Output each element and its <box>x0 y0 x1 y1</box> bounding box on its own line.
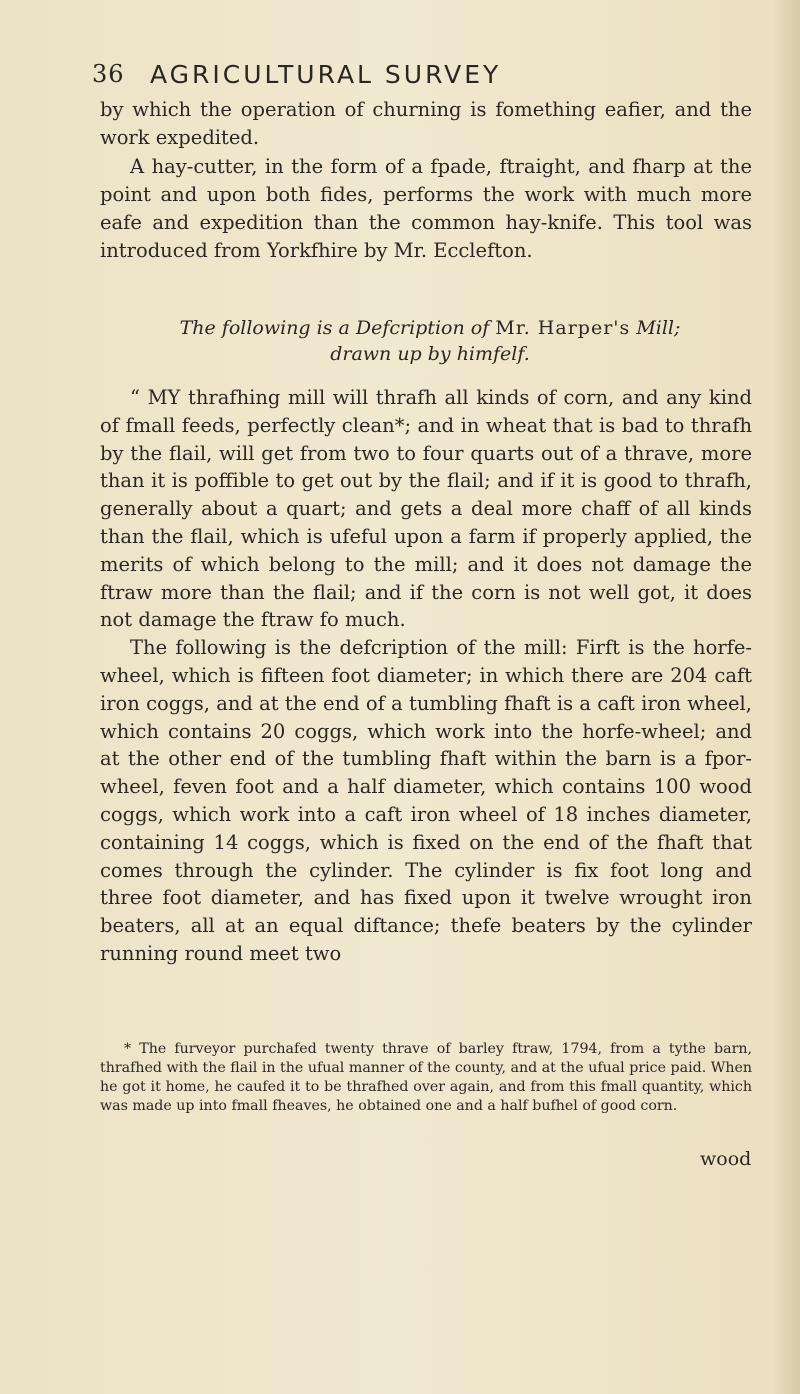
intro-paragraph-1: by which the operation of churning is fomething eafier, and the work expedited. <box>100 98 752 150</box>
footnote <box>100 1040 752 1116</box>
catchword: wood <box>700 1148 752 1170</box>
heading-line-1-a: The following is a Defcription of <box>179 317 490 339</box>
page-number: 36 <box>92 60 125 88</box>
quote-paragraph-2: The following is the defcription of the mill: Firft is the horfe-wheel, which is fifteen foot diameter; in which there are 204 caft iron coggs, and at the end of a tumbling fhaft is a caft iron wheel, which contains 20 coggs, which work into the horfe-wheel; and at the other end of the tumbling fhaft within the barn is a fpor-wheel, feven foot and a half diameter, which contains 100 wood coggs, which work into a caft iron wheel of 18 inches diameter, containing 14 coggs, which is fixed on the end of the fhaft that comes through the cylinder. The cylinder is fix foot long and three foot diameter, and has fixed upon it twelve wrought iron beaters, all at an equal diftance; thefe beaters by the cylinder running round meet two <box>100 636 752 965</box>
quote-paragraph-1: “ MY thrafhing mill will thrafh all kinds of corn, and any kind of fmall feeds, perfectly clean*; and in wheat that is bad to thrafh by the flail, will get from two to four quarts out of a thrave, more than it is poffible to get out by the flail; and if it is good to thrafh, generally about a quart; and gets a deal more chaff of all kinds than the flail, which is ufeful upon a farm if properly applied, the merits of which belong to the mill; and it does not damage the ftraw more than the flail; and if the corn is not well got, it does not damage the ftraw fo much. <box>100 386 752 632</box>
footnote-text: * The furveyor purchafed twenty thrave of barley ftraw, 1794, from a tythe barn, thrafhed with the flail in the ufual manner of the county, and at the ufual price paid. When he got it home, he caufed it to be thrafhed over again, and from this fmall quantity, which was made up into fmall fheaves, he obtained one and a half bufhel of good corn. <box>100 1041 752 1114</box>
running-head: AGRICULTURAL SURVEY <box>150 60 502 89</box>
section-heading <box>130 315 730 367</box>
heading-line-1-c: Mill; <box>636 317 681 339</box>
heading-line-2: drawn up by himfelf. <box>330 343 530 365</box>
heading-line-1-b: Mr. Harper's <box>495 317 631 339</box>
intro-paragraph-2: A hay-cutter, in the form of a fpade, ftraight, and fharp at the point and upon both fides, performs the work with much more eafe and expedition than the common hay-knife. This tool was introduced from Yorkfhire by Mr. Ecclefton. <box>100 154 752 263</box>
intro-text <box>100 96 752 266</box>
page-header <box>92 58 732 98</box>
mill-description <box>100 384 752 968</box>
page-edge-shadow <box>772 0 800 1394</box>
heading-line-1 <box>130 315 730 341</box>
